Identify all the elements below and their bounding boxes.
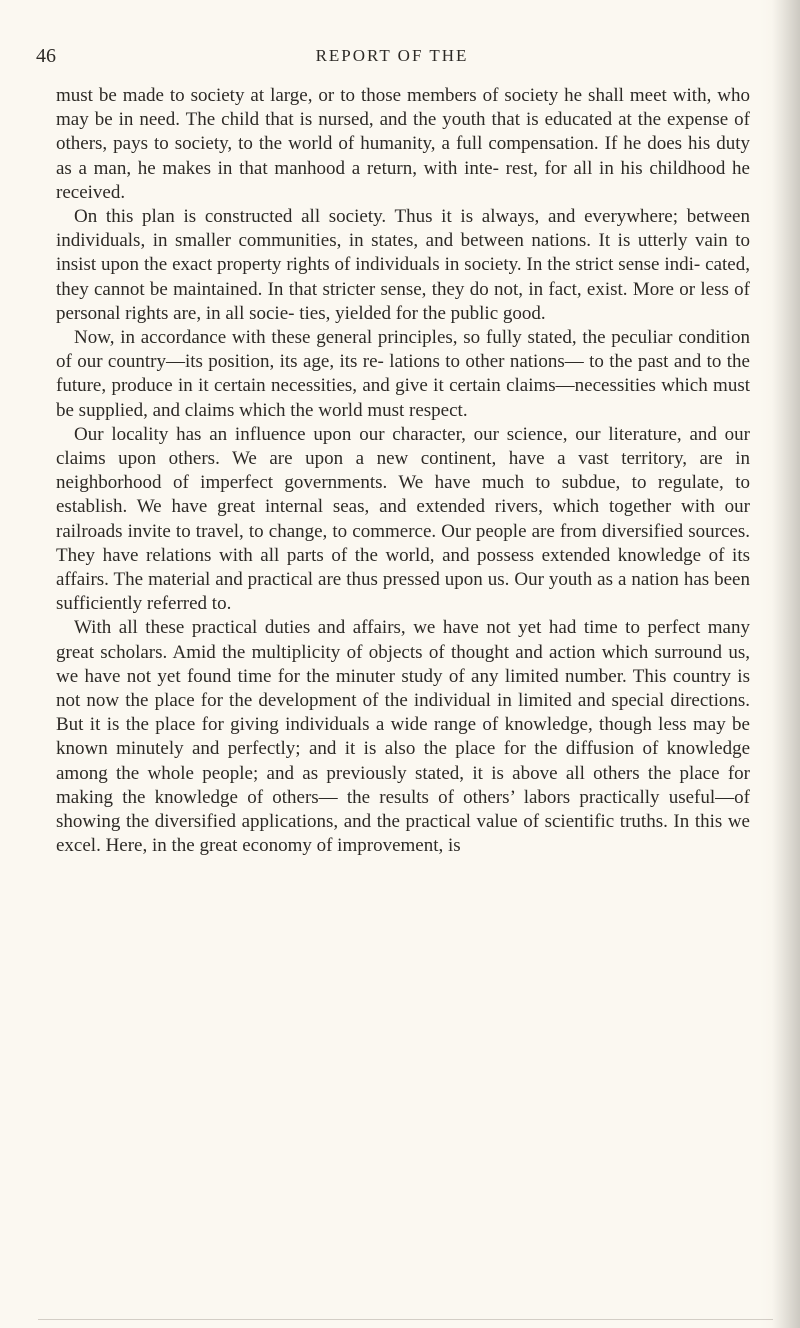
bottom-edge-line [38,1319,773,1320]
page-edge-shadow [772,0,800,1328]
body-text [56,84,750,859]
paragraph: Now, in accordance with these general principles, so fully stated, the peculiar condition of our country—its position, its age, its re- lations to other nations— to the past and to the future, produce in it certain necessities, and give it certain claims—necessities which must be supplied, and claims which the world must respect. [56,327,750,421]
page-number: 46 [36,45,56,67]
running-head: REPORT OF THE [315,46,469,65]
paragraph: On this plan is constructed all society. Thus it is always, and everywhere; between individuals, in smaller communities, in states, and between nations. It is utterly vain to insist upon the exact property rights of individuals in society. In the strict sense indi- cated, they cannot be maintained. In that stricter sense, they do not, in fact, exist. More or less of personal rights are, in all socie- ties, yielded for the public good. [56,206,750,324]
paragraph: With all these practical duties and affairs, we have not yet had time to perfect many great scholars. Amid the multiplicity of objects of thought and action which surround us, we have not yet found time for the minuter study of any limited number. This country is not now the place for the development of the individual in limited and special directions. But it is the place for giving individuals a wide range of knowledge, though less may be known minutely and perfectly; and it is also the place for the diffusion of knowledge among the whole people; and as previously stated, it is above all others the place for making the knowledge of others— the results of others’ labors practically useful—of showing the diversified applications, and the practical value of scientific truths. In this we excel. Here, in the great economy of improvement, is [56,617,750,857]
paragraph: must be made to society at large, or to those members of society he shall meet with, who may be in need. The child that is nursed, and the youth that is educated at the expense of others, pays to society, to the world of humanity, a full compensation. If he does his duty as a man, he makes in that manhood a return, with inte- rest, for all in his childhood he received. [56,85,750,203]
paragraph: Our locality has an influence upon our character, our science, our literature, and our claims upon others. We are upon a new continent, have a vast territory, are in neighborhood of imperfect governments. We have much to subdue, to regulate, to establish. We have great internal seas, and extended rivers, which together with our railroads invite to travel, to change, to commerce. Our people are from diversified sources. They have relations with all parts of the world, and possess extended knowledge of its affairs. The material and practical are thus pressed upon us. Our youth as a nation has been sufficiently referred to. [56,423,750,615]
page-header [36,42,748,70]
